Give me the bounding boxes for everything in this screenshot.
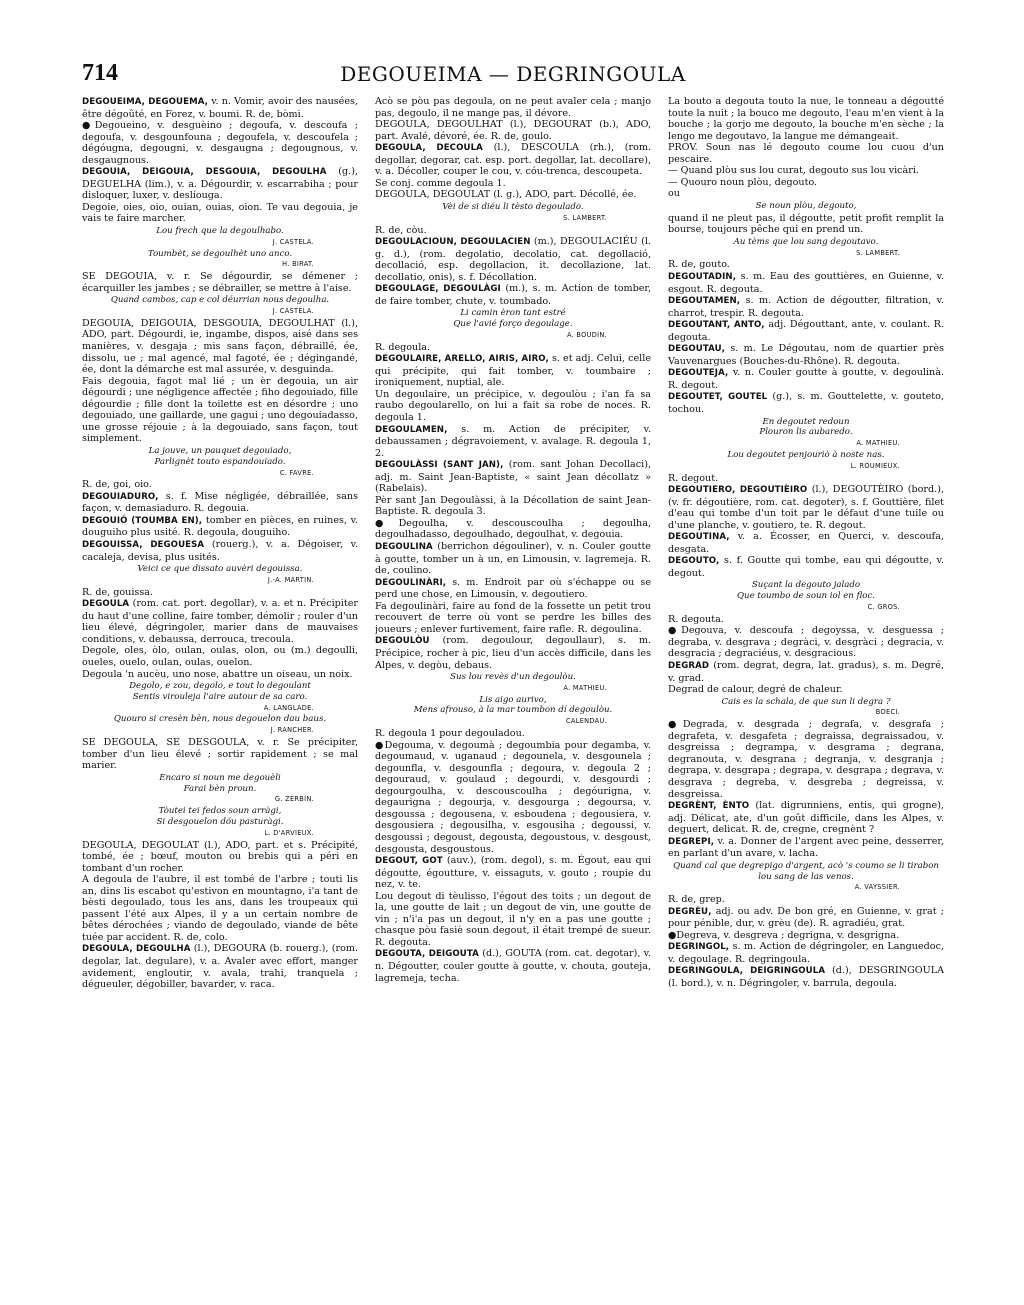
entry-text: La bouto a degouta touto la nue, le tonneau a dégoutté toute la nuit ; la bouco me degouto, l'eau m'en vient à la bouche ; la gorjo me degouto, la bouche m'en sèche ; la lengo me degoutavo, la langue me démangeait.: [668, 96, 944, 142]
entry-text: R. de, grep.: [668, 894, 725, 906]
quotation: [82, 295, 358, 317]
quotation-author: J. CASTELA.: [272, 307, 314, 316]
entry-headword: DEGOUT, GOT: [375, 856, 443, 867]
entry-text: s. f. Goutte qui tombe, eau qui dégoutte, v. degout.: [668, 555, 944, 579]
entry-text: Degoie, oies, oio, ouian, ouias, oion. Te vau degouia, je vais te faire marcher.: [82, 201, 358, 225]
entry-text: DEGOULA, DEGOULAT (l.), ADO, part. et s. Précipité, tombé, ée ; bœuf, mouton ou brebis qui a péri en tombant d'un rocher.: [82, 839, 358, 874]
quotation: [668, 417, 944, 449]
quotation-line: Quand cambos, cap e col déurrian nous degoulha.: [110, 295, 330, 306]
dictionary-entry: [668, 213, 944, 236]
quotation-author: C. FAVRE.: [279, 468, 314, 477]
entry-text: ●Degrada, v. desgrada ; degrafa, v. desgrafa ; degrafeta, v. desgafeta ; degraissa, degraissadou, v. desgreissa ; degrampa, v. desgrama ; degrana, degranouta, v. desgrana ; degranja, v. desgranja ; degrapa, v. desgrapa ; degrapa, v. desgrapa ; degrava, v. desgrava ; degreba, v. desgreba ; degreissa, v. desgreissa.: [668, 719, 944, 800]
dictionary-entry: [668, 906, 944, 930]
entry-text: ●Degoueino, v. desguèino ; degoufa, v. descoufa ; degoufa, v. desgounfouna ; degoufela, v. descoufela ; dégóugna, degougni, v. desgaugna ; degougnous, v. desgaugnous.: [82, 120, 358, 166]
dictionary-entry: [82, 669, 358, 681]
quotation-line: Parlignèt touto espandouiado.: [154, 456, 286, 467]
quotation-author: J.-A. MARTIN.: [267, 575, 314, 584]
quotation-line: Que toumbo de soun iol en floc.: [736, 591, 876, 602]
entry-text: (l.), DESCOULA (rh.), (rom. degollar, degorar, cat. esp. port. degollar, lat. decollare), v. a. Décoller, couper le cou, v. cóu-trenca, descoupeta.: [375, 142, 651, 178]
dictionary-entry: [375, 119, 651, 142]
dictionary-entry: [668, 295, 944, 319]
dictionary-entry: [82, 166, 358, 202]
dictionary-entry: [375, 728, 651, 740]
quotation-author: J. RANCHER.: [270, 726, 314, 735]
quotation: [668, 697, 944, 719]
dictionary-entry: [668, 531, 944, 555]
quotation-author: A. MATHIEU.: [856, 439, 900, 448]
dictionary-entry: [375, 96, 651, 119]
quotation-author: J. CASTELA.: [272, 237, 314, 246]
quotation-author: C. GROS.: [867, 603, 900, 612]
dictionary-entry: [668, 965, 944, 989]
dictionary-entry: [668, 319, 944, 343]
entry-text: Degole, oles, òlo, oulan, oulas, olon, ou (m.) degoulli, oueles, ouelo, oulan, oulas, ouelon.: [82, 645, 358, 668]
quotation-line: Sus lou revès d'un degoulòu.: [450, 672, 576, 683]
dictionary-entry: [668, 343, 944, 367]
page-number: 714: [82, 60, 118, 86]
quotation-author: L. ROUMIEUX.: [850, 461, 900, 470]
entry-text: Degoula 'n aucèu, uno nose, abattre un oiseau, un noix.: [82, 668, 353, 680]
entry-text: s. m. Action de dégringoler, en Languedoc, v. degoulage. R. degringoula.: [668, 941, 944, 965]
entry-text: (d.), DESGRINGOULA (l. bord.), v. n. Dégringoler, v. barrula, degoula.: [668, 965, 944, 990]
quotation: [82, 249, 358, 271]
quotation-line: Lou frech que la degoulhabo.: [156, 226, 284, 237]
dictionary-entry: [82, 479, 358, 491]
dictionary-entry: [375, 740, 651, 855]
entry-headword: DEGOULAIRE, ARELLO, AIRIS, AIRO,: [375, 354, 549, 365]
quotation-author: L. D'ARVIEUX.: [264, 828, 314, 837]
dictionary-entry: [668, 894, 944, 906]
entry-text: (rom. degoulour, degoullaur), s. m. Précipice, rocher à pic, lieu d'un accès difficile, dans les Alpes, v. degòu, debaus.: [375, 635, 651, 671]
entry-headword: DEGOUTEJA,: [668, 368, 729, 379]
dictionary-entry: [668, 625, 944, 660]
entry-text: s. m. Le Dégoutau, nom de quartier près Vauvenargues (Bouches-du-Rhône). R. degouta.: [668, 343, 944, 367]
entry-headword: DEGOUTADIN,: [668, 271, 737, 282]
entry-headword: DEGRÈNT, ÈNTO: [668, 801, 750, 812]
entry-text: s. m. Action de précipiter, v. debaussamen ; dégravoiement, v. avalage. R. degoula 1, 2.: [375, 423, 651, 459]
quotation: [668, 580, 944, 612]
quotation: [375, 695, 651, 727]
quotation-line: La jouve, un pauquet degouiado,: [148, 445, 292, 456]
quotation-line: Quand cal que degrepigo d'argent, acò 's coumo se li tirabon lou sang de las venos.: [673, 860, 939, 882]
dictionary-entry: [668, 165, 944, 177]
entry-text: ou: [668, 188, 680, 200]
entry-text: SE DEGOUIA, v. r. Se dégourdir, se démener ; écarquiller les jambes ; se débrailler, se mettre à l'aise.: [82, 271, 358, 294]
quotation: [82, 806, 358, 838]
quotation-line: Veici ce que dissato auvèri degouissa.: [137, 564, 303, 575]
dictionary-entry: [668, 142, 944, 165]
entry-headword: DEGOUISSA, DEGOUESA: [82, 540, 205, 551]
entry-headword: DEGOULA: [82, 599, 130, 610]
quotation-author: A. BOUDIN.: [566, 330, 607, 339]
quotation-line: Sentis virouleja l'aire autour de sa caro.: [132, 691, 308, 702]
entry-headword: DEGOUEIMA, DEGOUEMA,: [82, 97, 209, 107]
dictionary-entry: [82, 202, 358, 225]
quotation-line: Cais es la schala, de que sun li degra ?: [721, 696, 891, 707]
entry-headword: DEGRINGOL,: [668, 942, 730, 953]
quotation-line: Quouro si cresèn bèn, nous degouelon dau baus.: [113, 714, 327, 725]
entry-text: ●Degouva, v. descoufa ; degoyssa, v. desguessa ; degraba, v. desgrava ; degràci, v. desgràci ; degracia, v. desgracia ; degraciéus, v. desgracious.: [668, 625, 944, 660]
dictionary-entry: [668, 391, 944, 415]
quotation: [668, 861, 944, 893]
entry-headword: DEGOUIA, DEIGOUIA, DESGOUIA, DEGOULHA: [82, 167, 327, 178]
dictionary-entry: [82, 587, 358, 599]
entry-text: (lat. digrunniens, entis, qui grogne), adj. Délicat, ate, d'un goût difficile, dans les Alpes, v. deguert, delicat. R. de, cregne, cregnènt ?: [668, 800, 944, 836]
dictionary-entry: [82, 271, 358, 294]
quotation: [82, 226, 358, 248]
dictionary-entry: [82, 515, 358, 539]
dictionary-entry: [668, 719, 944, 800]
quotation-line: Lis aigo aurivo,: [479, 694, 547, 705]
dictionary-entry: [668, 177, 944, 189]
quotation: [375, 308, 651, 340]
quotation-author: A. MATHIEU.: [563, 683, 607, 692]
quotation-line: En degoutet redoun: [762, 416, 850, 427]
entry-text: DEGOULA, DEGOULHAT (l.), DEGOURAT (b.), ADO, part. Avalé, dévoré, ée. R. de, goulo.: [375, 119, 651, 142]
entry-text: v. a. Écosser, en Querci, v. descoufa, desgata.: [668, 531, 944, 555]
entry-headword: DEGOULAGE, DEGOULÀGI: [375, 284, 501, 295]
column-left: [82, 96, 358, 1216]
dictionary-entry: [668, 473, 944, 485]
entry-headword: DEGRAD: [668, 661, 710, 671]
dictionary-entry: [82, 943, 358, 990]
column-right: [668, 96, 944, 1216]
dictionary-entry: [82, 376, 358, 445]
entry-text: (l.), DEGOURA (b. rouerg.), (rom. degolar, lat. degulare), v. a. Avaler avec effort, manger avidement, engloutir, v. avala, trahi, tranquela ; dégueuler, dégobiller, bavarder, v. raca.: [82, 943, 358, 991]
dictionary-entry: [375, 225, 651, 237]
dictionary-entry: [82, 491, 358, 515]
entry-headword: DEGREPI,: [668, 836, 715, 847]
dictionary-entry: [375, 424, 651, 460]
dictionary-entry: [668, 614, 944, 626]
entry-text: (g.), DEGUELHA (lim.), v. a. Dégourdir, v. escarrabiha ; pour disloquer, luxer, v. deslíouga.: [82, 166, 358, 202]
quotation-line: Encaro si noun me degouèli: [159, 772, 281, 783]
entry-text: adj. Dégouttant, ante, v. coulant. R. degouta.: [668, 319, 944, 343]
entry-text: (auv.), (rom. degol), s. m. Égout, eau qui dégoutte, égoutture, v. eissaguts, v. gouto ; roupie du nez, v. te.: [375, 855, 651, 891]
entry-text: SE DEGOULA, SE DESGOULA, v. r. Se précipiter, tomber d'un lieu élevé ; sortir rapidement ; se mal marier.: [82, 737, 358, 772]
entry-text: Fa degoulinàri, faire au fond de la fossette un petit trou recouvert de terre où vont se perdre les billes des joueurs ; enlever furtivement, faire rafle. R. degoulina.: [375, 600, 651, 635]
quotation-author: S. LAMBERT.: [856, 248, 900, 257]
dictionary-entry: [668, 800, 944, 836]
dictionary-entry: [375, 459, 651, 495]
dictionary-entry: [375, 495, 651, 518]
entry-text: — Quand plòu sus lou curat, degouto sus lou vicàri.: [668, 165, 919, 177]
entry-headword: DEGOUTO,: [668, 556, 720, 567]
quotation-line: Toumbèt, se degoulhèt uno anco.: [147, 248, 293, 259]
page-header: [82, 60, 944, 94]
quotation-line: Mens afrouso, à la mar toumbon dí degoulòu.: [413, 705, 613, 716]
entry-headword: DEGRINGOULA, DEIGRINGOULA: [668, 966, 826, 977]
dictionary-entry: [375, 948, 651, 984]
entry-text: (g.), s. m. Gouttelette, v. gouteto, tochou.: [668, 391, 944, 415]
quotation-author: A. VAYSSIER.: [854, 883, 900, 892]
entry-text: s. m. Eau des gouttières, en Guienne, v. esgout. R. degouta.: [668, 270, 944, 295]
dictionary-entry: [375, 855, 651, 891]
quotation-author: A. LANGLADE.: [263, 703, 314, 712]
quotation-author: BOECI.: [875, 708, 900, 717]
dictionary-entry: [668, 930, 944, 942]
entry-text: ●Degoulha, v. descouscoulha ; degoulha, degoulhadasso, degoulhado, degoulhat, v. degouia.: [375, 517, 651, 541]
entry-text: (m.), s. m. Action de tomber, de faire tomber, chute, v. toumbado.: [375, 283, 651, 307]
quotation: [82, 773, 358, 805]
entry-text: Se conj. comme degoula 1.: [375, 177, 506, 189]
entry-headword: DEGOUTAU,: [668, 344, 726, 355]
entry-headword: DEGOUTIERO, DEGOUTIÈIRO: [668, 485, 808, 496]
entry-headword: DEGRÈU,: [668, 906, 712, 917]
entry-headword: DEGOULÀSSI (SANT JAN),: [375, 460, 504, 471]
entry-text: Degrad de calour, degré de chaleur.: [668, 684, 843, 696]
dictionary-columns: [82, 96, 944, 1216]
dictionary-entry: [375, 342, 651, 354]
dictionary-entry: [375, 541, 651, 577]
quotation-author: G. ZERBIN.: [274, 795, 314, 804]
entry-text: (m.), DEGOULACIÉU (l. g. d.), (rom. degolatio, decolatio, cat. degollació, decollació, esp. degollacion, it. decollazione, lat. decollatio, onis), s. f. Décollation.: [375, 236, 651, 283]
dictionary-entry: [668, 367, 944, 391]
dictionary-entry: [668, 484, 944, 531]
dictionary-entry: [668, 836, 944, 860]
entry-text: v. n. Vomir, avoir des nausées, être dégoûté, en Forez, v. boumi. R. de, bòmi.: [82, 96, 358, 120]
entry-text: PROV. Soun nas lé degouto coume lou cuou d'un pescaire.: [668, 142, 944, 165]
quotation: [82, 564, 358, 586]
dictionary-entry: [375, 189, 651, 201]
dictionary-entry: [375, 178, 651, 190]
quotation: [82, 446, 358, 478]
entry-text: R. de, gouto.: [668, 259, 730, 271]
entry-headword: DEGOULINA: [375, 542, 433, 553]
entry-headword: DEGOULAMEN,: [375, 424, 448, 435]
entry-text: ●Degouma, v. degoumà ; degoumbia pour degamba, v. degoumaud, v. uganaud ; degounela, v. desgounela ; degounfla, v. desgounfla ; degoura, v. degoula 2 ; degouraud, v. goulaud ; degourdi, v. desgourdi ; degourgoulha, v. descouscoulha ; degóurigna, v. degaurigna ; degourja, v. desgourga ; degoursa, v. desgoussa ; degousena, v. esboudena ; degousiera, v. desgousiera ; degousilha, v. esgousiha ; degoussi, v. desgoussi ; degoust, degousta, degoustous, v. desgoust, desgousta, desgoustous.: [375, 739, 651, 855]
dictionary-entry: [375, 635, 651, 671]
quotation: [668, 450, 944, 472]
entry-text: s. f. Mise négligée, débraillée, sans façon, v. demasiaduro. R. degouia.: [82, 490, 358, 515]
entry-text: s. m. Endroit par où s'échappe ou se perd une chose, en Limousin, v. degoutiero.: [375, 576, 651, 601]
entry-text: R. degout.: [668, 472, 719, 484]
dictionary-entry: [82, 120, 358, 166]
quotation: [668, 237, 944, 259]
quotation: [375, 202, 651, 224]
entry-text: adj. ou adv. De bon gré, en Guienne, v. grat ; pour pénible, dur, v. grèu (de). R. agradiéu, grat.: [668, 905, 944, 930]
dictionary-entry: [82, 318, 358, 376]
dictionary-entry: [668, 271, 944, 295]
dictionary-entry: [375, 601, 651, 636]
quotation: [82, 714, 358, 736]
entry-text: s. et adj. Celui, celle qui précipite, qui fait tomber, v. toumbaire ; ironiquement, nuptial, ale.: [375, 353, 651, 389]
dictionary-entry: [668, 96, 944, 142]
entry-text: R. degouta.: [668, 613, 724, 625]
entry-headword: DEGOULÒU: [375, 636, 430, 647]
entry-headword: DEGOULA, DECOULA: [375, 143, 483, 154]
entry-text: (l.), DEGOUTÈIRO (bord.), (v. fr. dégoutière, rom. cat. degoter), s. f. Gouttière, filet d'eau qui tombe d'un toit par le défaut d'une tuile ou d'une planche, v. goutiero, te. R. degout.: [668, 484, 944, 531]
dictionary-entry: [82, 96, 358, 120]
quotation-line: Plouron lis aubaredo.: [759, 427, 853, 438]
column-middle: [375, 96, 651, 1216]
quotation-line: Lou degoutet penjouriò à noste nas.: [727, 449, 885, 460]
entry-text: tomber en pièces, en ruines, v. douguiho plus usité. R. degoula, douguiho.: [82, 514, 358, 539]
entry-text: (berrichon dégouliner), v. n. Couler goutte à goutte, tomber un à un, en Limousin, v. lagremeja. R. de, coulino.: [375, 541, 651, 577]
entry-text: (rom. sant Johan Decollaci), adj. m. Saint Jean-Baptiste, « saint Jean décollatz » (Rabelais).: [375, 459, 651, 495]
dictionary-entry: [82, 539, 358, 563]
dictionary-entry: [668, 259, 944, 271]
dictionary-entry: [668, 684, 944, 696]
dictionary-entry: [668, 941, 944, 965]
entry-text: DEGOULA, DEGOULAT (l. g.), ADO, part. Décollé, ée.: [375, 189, 637, 201]
entry-headword: DEGOULA, DEGOULHA: [82, 944, 191, 955]
quotation-line: Si desgouelon dóu pasturàgi.: [156, 816, 284, 827]
dictionary-entry: [375, 142, 651, 178]
dictionary-entry: [375, 518, 651, 541]
dictionary-entry: [375, 353, 651, 389]
quotation-author: CALENDAU.: [566, 717, 607, 726]
entry-text: R. de, còu.: [375, 224, 427, 236]
entry-text: v. a. Donner de l'argent avec peine, desserrer, en parlant d'un avare, v. lacha.: [668, 835, 944, 860]
dictionary-entry: [375, 283, 651, 307]
dictionary-entry: [375, 236, 651, 283]
entry-headword: DEGOUTINA,: [668, 532, 730, 543]
quotation-author: H. BIRAT.: [282, 260, 314, 269]
quotation-line: Tòutei tei fedos soun arràgi,: [158, 806, 282, 817]
entry-text: R. de, goi, oio.: [82, 479, 152, 491]
entry-text: — Quouro noun plòu, degouto.: [668, 176, 818, 188]
entry-headword: DEGOUIADURO,: [82, 491, 159, 502]
entry-text: Lou degout di tèulisso, l'égout des toits ; un degout de la, une goutte de lait ; un degout de vin, une goutte de vin ; n'i'a pas un degout, il n'y en a pas une goutte ; chasque pòu fasiè soun degout, il était trempé de sueur. R. degouta.: [375, 890, 651, 948]
dictionary-entry: [668, 660, 944, 684]
entry-text: Pèr sant Jan Degoulàssi, à la Décollation de saint Jean-Baptiste. R. degoula 3.: [375, 494, 651, 518]
quotation: [668, 201, 944, 212]
entry-text: Acò se pòu pas degoula, on ne peut avaler cela ; manjo pas, degoulo, il ne mange pas, il dévore.: [375, 96, 651, 119]
quotation-line: Farai bèn proun.: [183, 783, 257, 794]
entry-headword: DEGOULACIOUN, DEGOULACIEN: [375, 237, 531, 248]
dictionary-entry: [82, 840, 358, 875]
dictionary-entry: [375, 577, 651, 601]
entry-headword: DEGOUTAMEN,: [668, 296, 741, 307]
dictionary-entry: [668, 555, 944, 579]
entry-text: R. de, gouissa.: [82, 586, 154, 598]
quotation-line: Vèi de si diéu li tèsto degoulado.: [442, 201, 584, 212]
entry-text: (d.), GOUTA (rom. cat. degotar), v. n. Dégoutter, couler goutte à goutte, v. chouta, gouteja, lagremeja, techa.: [375, 948, 651, 984]
quotation: [82, 681, 358, 713]
entry-text: A degoula de l'aubre, il est tombé de l'arbre ; touti lis an, dins lis escabot qu'estivon en mountagno, i'a tant de bèsti degoulado, tous les ans, dans les troupeaux qui passent l'été aux Alpes, il y a un certain nombre de bêtes dérochées ; viando de degoulado, viande de bête tuée par accident. R. de, colo.: [82, 874, 358, 943]
quotation-line: Que l'avié forço degoulage.: [453, 319, 573, 330]
dictionary-entry: [82, 874, 358, 943]
entry-text: s. m. Action de dégoutter, filtration, v. charrot, trespir. R. degouta.: [668, 295, 944, 319]
dictionary-entry: [375, 389, 651, 424]
quotation: [375, 672, 651, 694]
entry-text: (rom. degrat, degra, lat. gradus), s. m. Degré, v. grad.: [668, 660, 944, 684]
entry-headword: DEGOUTANT, ANTO,: [668, 320, 765, 331]
entry-text: (rom. cat. port. degollar), v. a. et n. Précipiter du haut d'une colline, faire tomber, démolir ; rouler d'un lieu élevé, dégringoler, marier dans de mauvaises conditions, v. debaussa, derrouca, trecoula.: [82, 598, 358, 645]
dictionary-entry: [668, 188, 944, 200]
quotation-author: S. LAMBERT.: [563, 213, 607, 222]
entry-text: Fais degouia, fagot mal lié ; un èr degouia, un air dégourdi ; une négligence affectée ; fiho degouiado, fille dégourdie ; fille dont la toilette est en désordre ; uno degouiado, une gaillarde, une gagui ; uno degouiadasso, une grosse réjouie ; à la degouiado, sans façon, tout simplement.: [82, 375, 358, 445]
quotation-line: Degolo, e zou, degolo, e tout lo degoulant: [129, 681, 311, 692]
entry-text: DEGOUIA, DEIGOUIA, DESGOUIA, DEGOULHAT (l.), ADO, part. Dégourdi, ie, ingambe, dispos, aisé dans ses manières, v. desgaja ; mis sans façon, débraillé, ée, dissolu, ue ; mal agencé, mal fagoté, ée ; dégingandé, ée, dont la démarche est mal assurée, v. desguinda.: [82, 317, 358, 376]
entry-text: ●Degreva, v. desgreva ; degrigna, v. desgrigna.: [668, 929, 900, 941]
quotation-line: Au tèms que lou sang degoutavo.: [733, 236, 879, 247]
dictionary-entry: [82, 645, 358, 668]
quotation-line: Li camin èron tant estré: [460, 308, 566, 319]
entry-text: v. n. Couler goutte à goutte, v. degoulinà. R. degout.: [668, 367, 944, 391]
dictionary-entry: [375, 891, 651, 949]
dictionary-entry: [82, 598, 358, 645]
entry-headword: DEGOULINÀRI,: [375, 577, 447, 588]
entry-text: (rouerg.), v. a. Dégoiser, v. cacaleja, devisa, plus usités.: [82, 539, 358, 563]
entry-text: R. degoula.: [375, 341, 431, 353]
running-head: DEGOUEIMA — DEGRINGOULA: [340, 62, 686, 86]
dictionary-entry: [82, 737, 358, 772]
entry-text: Un degoulaire, un précipice, v. degoulòu ; i'an fa sa raubo degoularello, on lui a fait sa robe de noces. R. degoula 1.: [375, 388, 651, 424]
quotation-line: Se noun plòu, degouto,: [755, 200, 857, 211]
entry-text: quand il ne pleut pas, il dégoutte, petit profit remplit la bourse, toujours pêche qui en prend un.: [668, 212, 944, 236]
entry-headword: DEGOUTA, DEIGOUTA: [375, 949, 479, 960]
entry-headword: DEGOUIÓ (TOUMBA EN),: [82, 515, 203, 526]
quotation-line: Suçant la degouto jalado: [751, 580, 861, 591]
entry-headword: DEGOUTET, GOUTEL: [668, 392, 768, 403]
entry-text: R. degoula 1 pour degouladou.: [375, 728, 525, 740]
